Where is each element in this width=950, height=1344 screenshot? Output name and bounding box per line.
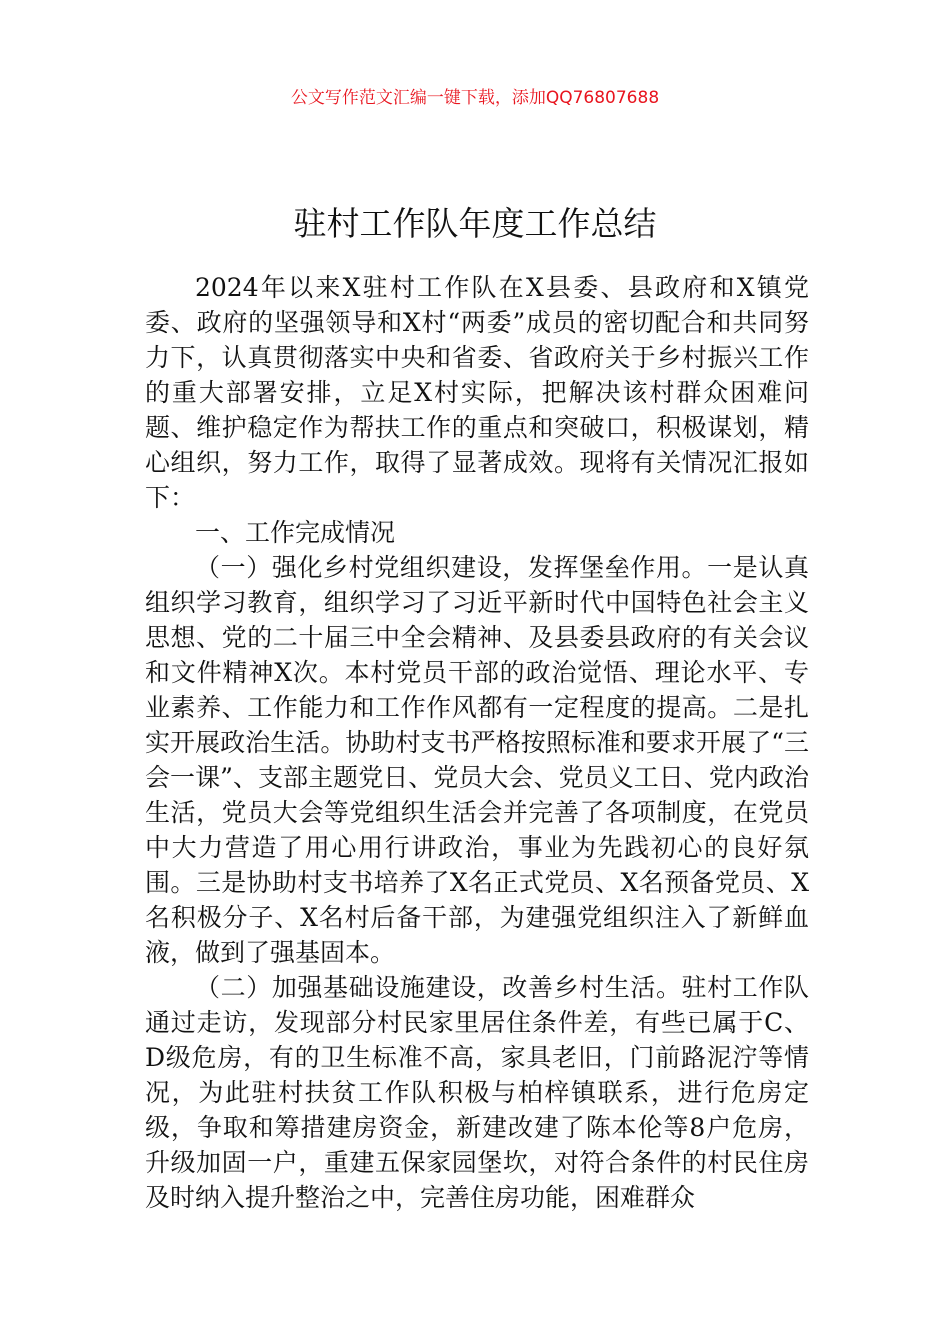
download-promo-note: 公文写作范文汇编一键下载，添加QQ76807688 [290,88,660,108]
document-body [145,270,809,1215]
section-heading-work-completion: 一、工作完成情况 [195,518,396,547]
intro-paragraph: 2024年以来X驻村工作队在X县委、县政府和X镇党委、政府的坚强领导和X村“两委”成员的密切配合和共同努力下，认真贯彻落实中央和省委、省政府关于乡村振兴工作的重大部署安排，立足X村实际，把解决该村群众困难问题、维护稳定作为帮扶工作的重点和突破口，积极谋划，精心组织，努力工作，取得了显著成效。现将有关情况汇报如下： [145,273,809,512]
document-title: 驻村工作队年度工作总结 [293,204,657,244]
infrastructure-paragraph: （二）加强基础设施建设，改善乡村生活。驻村工作队通过走访，发现部分村民家里居住条件差，有些已属于C、D级危房，有的卫生标准不高，家具老旧，门前路泥泞等情况，为此驻村扶贫工作队积极与柏梓镇联系，进行危房定级，争取和筹措建房资金，新建改建了陈本伦等8户危房，升级加固一户，重建五保家园堡坎，对符合条件的村民住房及时纳入提升整治之中，完善住房功能，困难群众 [145,973,809,1212]
party-building-paragraph: （一）强化乡村党组织建设，发挥堡垒作用。一是认真组织学习教育，组织学习了习近平新时代中国特色社会主义思想、党的二十届三中全会精神、及县委县政府的有关会议和文件精神X次。本村党员干部的政治觉悟、理论水平、专业素养、工作能力和工作作风都有一定程度的提高。二是扎实开展政治生活。协助村支书严格按照标准和要求开展了“三会一课”、支部主题党日、党员大会、党员义工日、党内政治生活，党员大会等党组织生活会并完善了各项制度，在党员中大力营造了用心用行讲政治，事业为先践初心的良好氛围。三是协助村支书培养了X名正式党员、X名预备党员、X名积极分子、X名村后备干部，为建强党组织注入了新鲜血液，做到了强基固本。 [145,553,809,967]
